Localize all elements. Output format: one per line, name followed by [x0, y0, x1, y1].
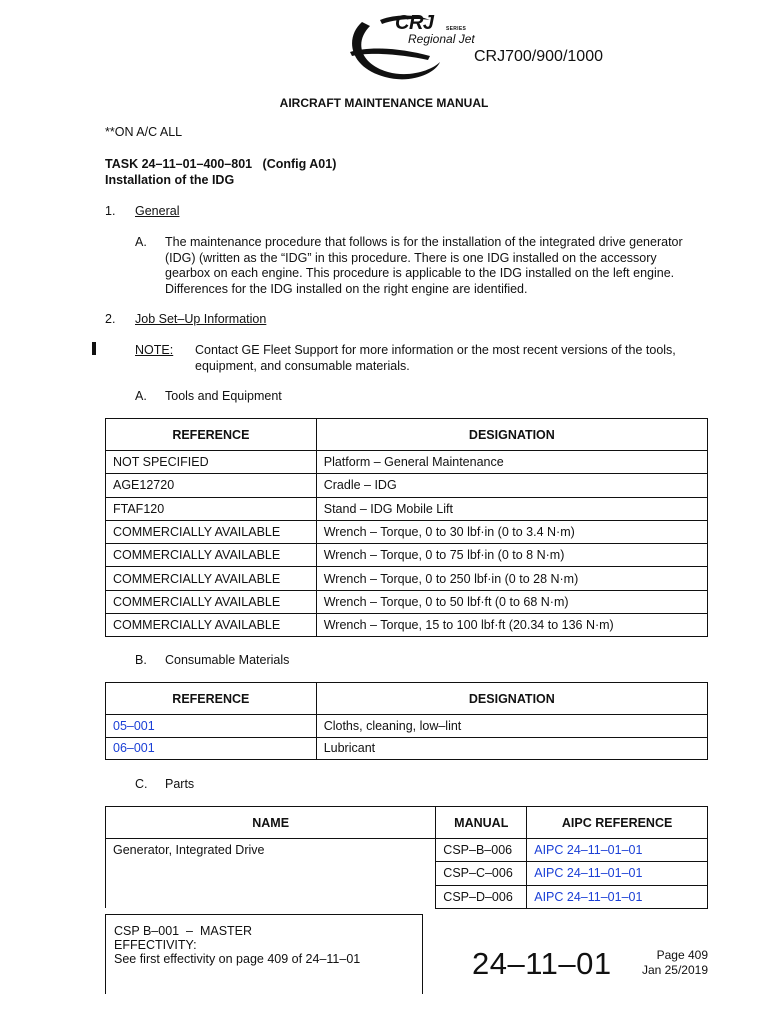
tools-table: [105, 418, 708, 637]
section-2b-number: B.: [135, 653, 147, 667]
reference-cell: FTAF120: [106, 497, 317, 520]
change-bar: [92, 342, 96, 355]
consumable-reference-link[interactable]: 05–001: [106, 715, 317, 738]
table-row: [106, 590, 708, 613]
manual-cell: CSP–B–006: [436, 839, 527, 862]
consumable-reference-link[interactable]: 06–001: [106, 737, 317, 760]
table-row: [106, 614, 708, 637]
table-row: [106, 737, 708, 760]
part-name-cell: Generator, Integrated Drive: [106, 839, 436, 909]
designation-cell: Wrench – Torque, 15 to 100 lbf·ft (20.34 to 136 N·m): [316, 614, 707, 637]
section-2-number: 2.: [105, 312, 116, 326]
column-header: NAME: [106, 807, 436, 839]
table-row: [106, 839, 708, 862]
logo-series: SERIES: [446, 26, 467, 32]
footer-master-line: CSP B–001 – MASTER: [114, 924, 253, 938]
table-row: [106, 497, 708, 520]
table-row: [106, 520, 708, 543]
logo-tagline: Regional Jet: [408, 32, 475, 46]
reference-cell: COMMERCIALLY AVAILABLE: [106, 590, 317, 613]
page-number: Page 409: [656, 948, 708, 962]
column-header: MANUAL: [436, 807, 527, 839]
table-header-row: [106, 419, 708, 451]
designation-cell: Cradle – IDG: [316, 474, 707, 497]
aipc-reference-link[interactable]: AIPC 24–11–01–01: [527, 862, 708, 885]
designation-cell: Wrench – Torque, 0 to 50 lbf·ft (0 to 68 N·m): [316, 590, 707, 613]
designation-cell: Wrench – Torque, 0 to 75 lbf·in (0 to 8 N·m): [316, 544, 707, 567]
aipc-reference-link[interactable]: AIPC 24–11–01–01: [527, 839, 708, 862]
section-1-title: General: [135, 204, 180, 218]
designation-cell: Lubricant: [316, 737, 707, 760]
task-title: Installation of the IDG: [105, 173, 235, 187]
manual-cell: CSP–C–006: [436, 862, 527, 885]
effectivity-box: [105, 914, 423, 994]
column-header: DESIGNATION: [316, 683, 707, 715]
reference-cell: AGE12720: [106, 474, 317, 497]
section-2b-title: Consumable Materials: [165, 653, 290, 667]
designation-cell: Cloths, cleaning, low–lint: [316, 715, 707, 738]
column-header: REFERENCE: [106, 419, 317, 451]
section-2a-number: A.: [135, 389, 147, 403]
table-row: [106, 715, 708, 738]
section-1a-number: A.: [135, 235, 147, 249]
table-row: [106, 567, 708, 590]
section-2-title: Job Set–Up Information: [135, 312, 267, 326]
section-2a-title: Tools and Equipment: [165, 389, 282, 403]
table-row: [106, 451, 708, 474]
chapter-code: 24–11–01: [472, 946, 612, 981]
section-2c-title: Parts: [165, 777, 195, 791]
table-row: [106, 474, 708, 497]
note-text: Contact GE Fleet Support for more information or the most recent versions of the tools, equipment, and consumable materials.: [195, 343, 676, 373]
reference-cell: COMMERCIALLY AVAILABLE: [106, 567, 317, 590]
table-header-row: [106, 807, 708, 839]
section-1a-text: The maintenance procedure that follows is for the installation of the integrated drive generator (IDG) (written as the “IDG” in this procedure. There is one IDG installed on the accessory gearbox on each engine. This procedure is applicable to the IDG installed on the left engine. Differences for the IDG installed on the right engine are identified.: [165, 235, 683, 296]
logo-brand: CRJ: [395, 12, 434, 34]
designation-cell: Platform – General Maintenance: [316, 451, 707, 474]
manual-title: AIRCRAFT MAINTENANCE MANUAL: [279, 96, 489, 110]
applicability: **ON A/C ALL: [105, 125, 183, 139]
note-label: NOTE:: [135, 343, 174, 357]
column-header: REFERENCE: [106, 683, 317, 715]
reference-cell: NOT SPECIFIED: [106, 451, 317, 474]
reference-cell: COMMERCIALLY AVAILABLE: [106, 614, 317, 637]
section-1-number: 1.: [105, 204, 116, 218]
revision-date: Jan 25/2019: [641, 963, 708, 977]
designation-cell: Wrench – Torque, 0 to 250 lbf·in (0 to 28 N·m): [316, 567, 707, 590]
aipc-reference-link[interactable]: AIPC 24–11–01–01: [527, 885, 708, 908]
footer-effectivity-text: See first effectivity on page 409 of 24–11–01: [114, 952, 361, 966]
designation-cell: Wrench – Torque, 0 to 30 lbf·in (0 to 3.4 N·m): [316, 520, 707, 543]
manual-cell: CSP–D–006: [436, 885, 527, 908]
task-id: TASK 24–11–01–400–801 (Config A01): [105, 157, 337, 171]
table-header-row: [106, 683, 708, 715]
reference-cell: COMMERCIALLY AVAILABLE: [106, 520, 317, 543]
table-row: [106, 544, 708, 567]
reference-cell: COMMERCIALLY AVAILABLE: [106, 544, 317, 567]
footer-effectivity-label: EFFECTIVITY:: [114, 938, 197, 952]
designation-cell: Stand – IDG Mobile Lift: [316, 497, 707, 520]
column-header: AIPC REFERENCE: [527, 807, 708, 839]
column-header: DESIGNATION: [316, 419, 707, 451]
parts-table: [105, 806, 708, 909]
section-2c-number: C.: [135, 777, 148, 791]
consumables-table: [105, 682, 708, 760]
aircraft-models: CRJ700/900/1000: [474, 48, 603, 65]
